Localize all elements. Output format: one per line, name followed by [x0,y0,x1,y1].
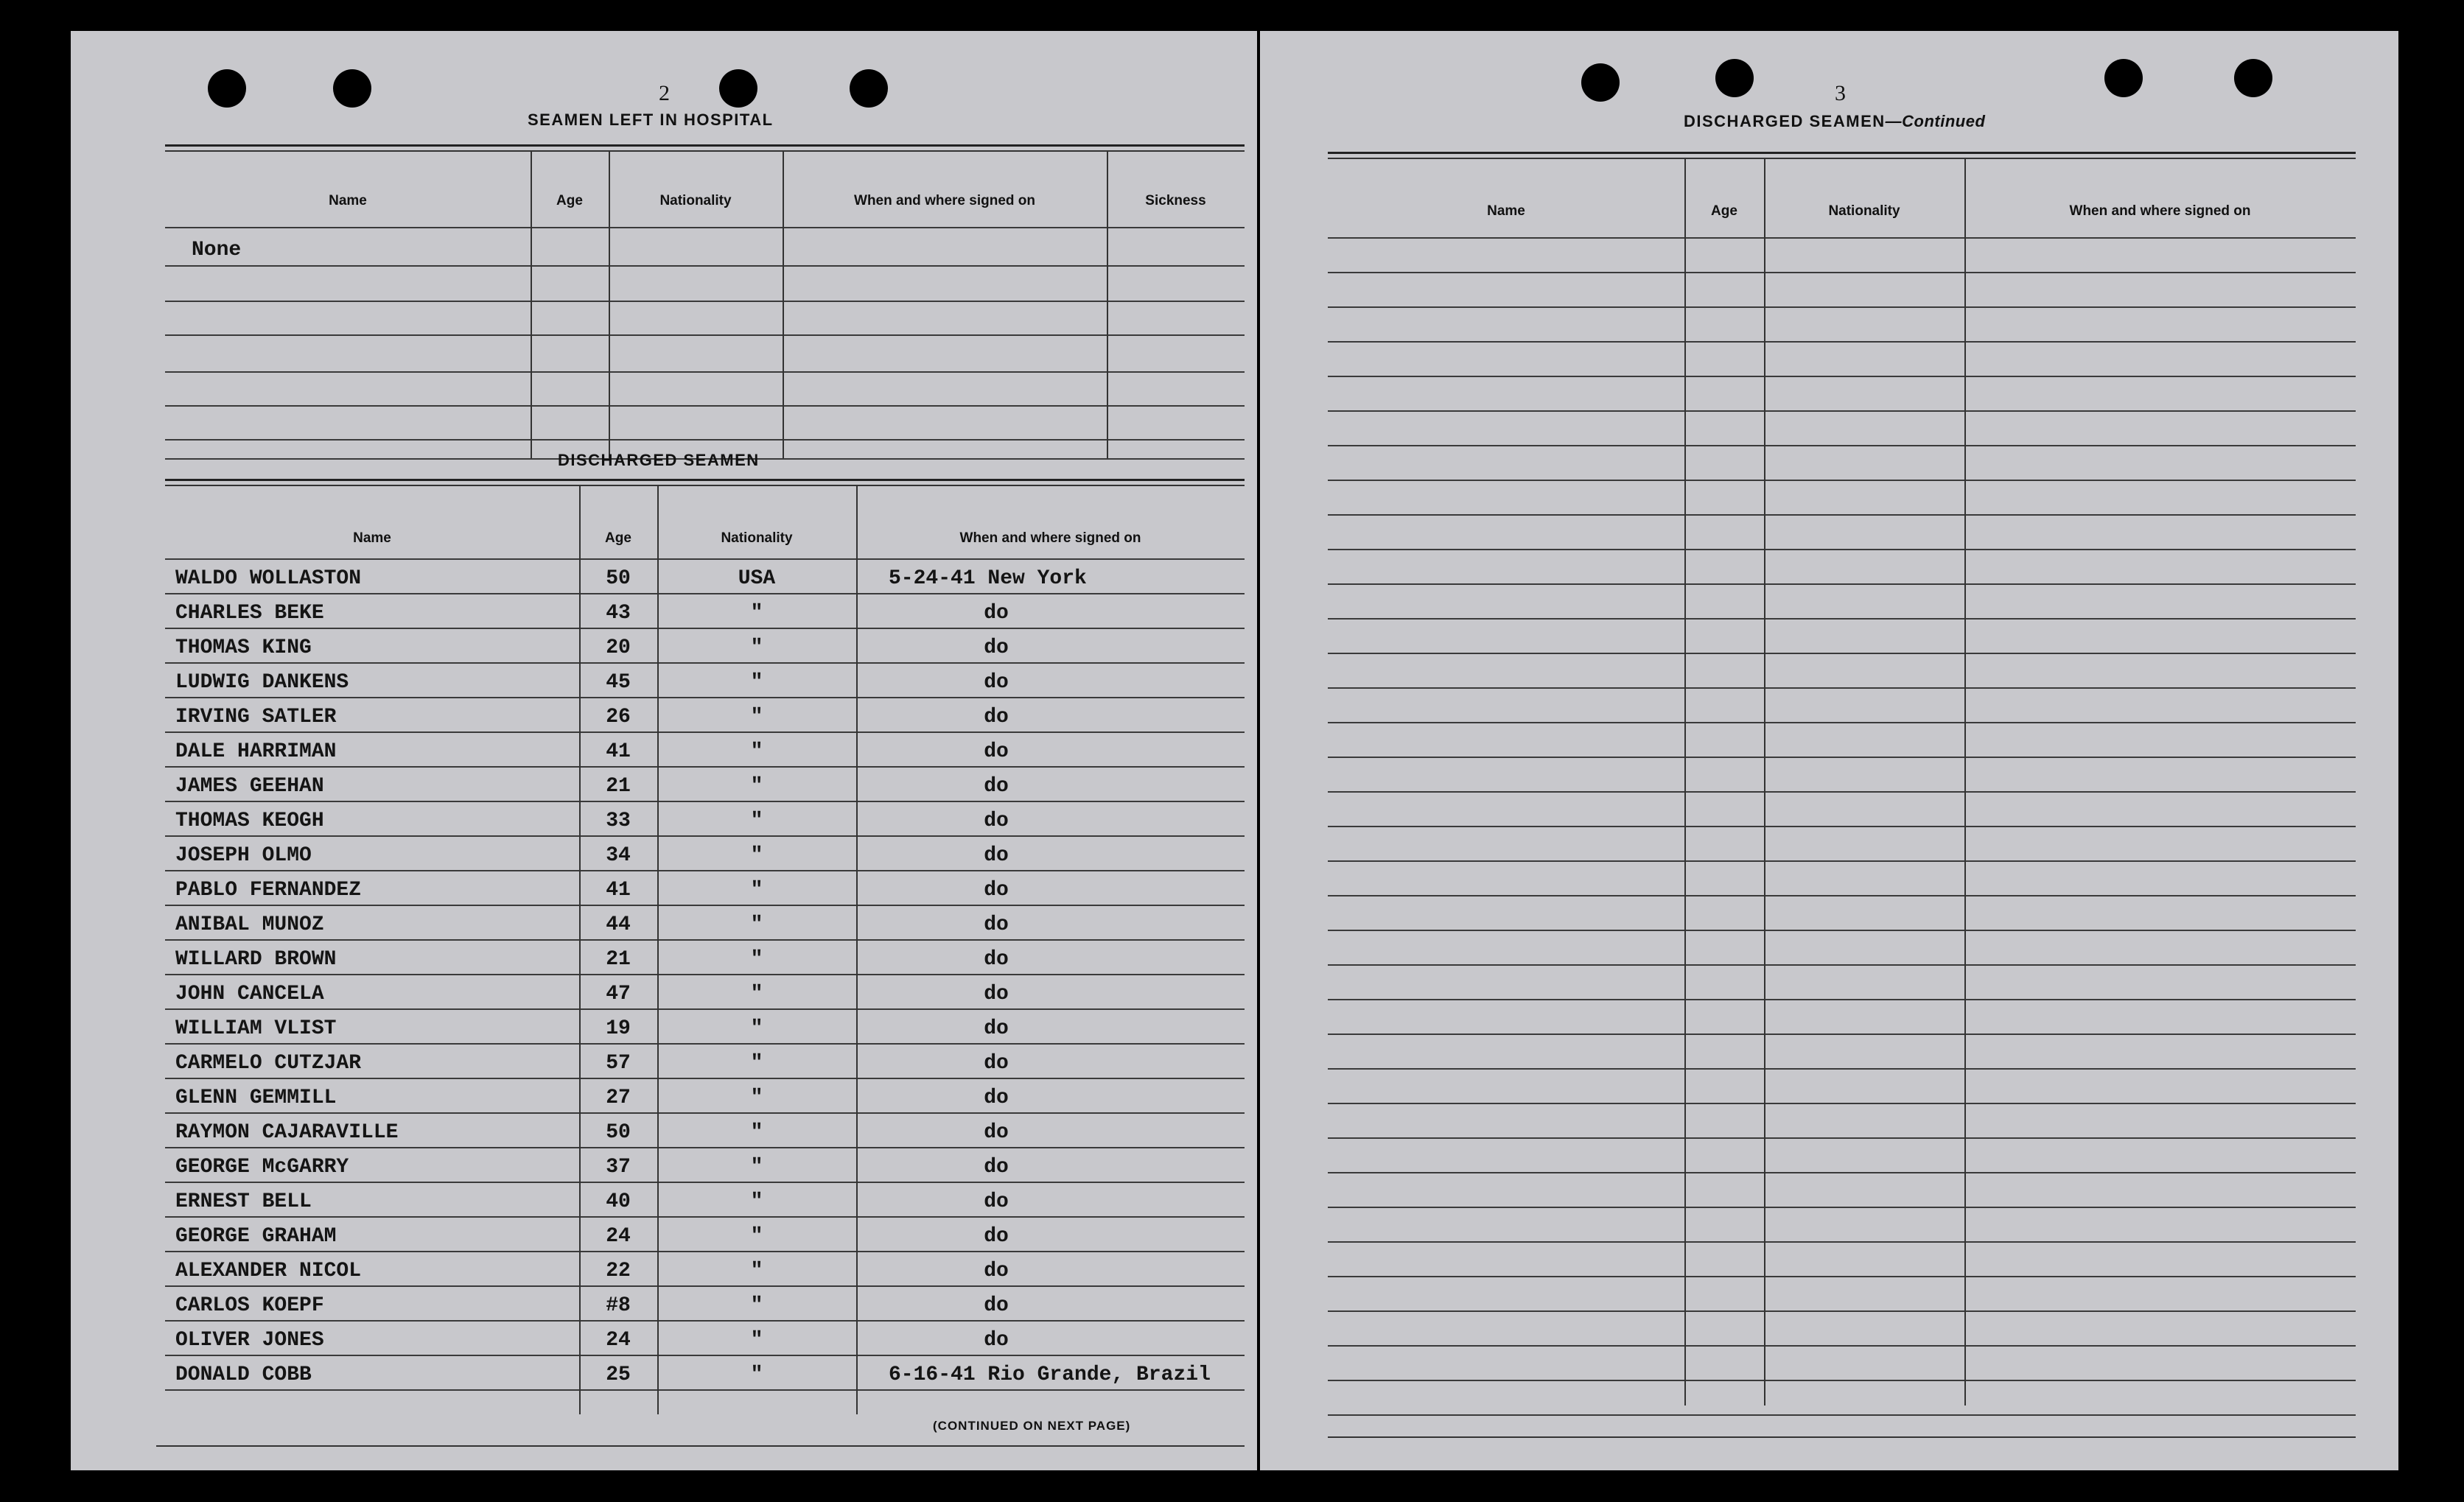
punch-hole [208,69,246,108]
seaman-name: PABLO FERNANDEZ [175,879,362,902]
seaman-nationality: " [750,948,763,971]
seaman-signed-on: do [984,1225,1009,1248]
seaman-age: 50 [606,1121,631,1144]
column-header-age: Age [1711,203,1737,219]
seaman-age: #8 [606,1294,631,1317]
seaman-nationality: " [750,810,763,832]
seaman-age: 50 [606,567,631,590]
seaman-name: DONALD COBB [175,1364,312,1386]
seaman-signed-on: do [984,602,1009,625]
seaman-nationality: " [750,844,763,867]
punch-hole [2234,59,2272,97]
seaman-name: RAYMON CAJARAVILLE [175,1121,399,1144]
seaman-name: OLIVER JONES [175,1329,324,1352]
column-header-signed-on: When and where signed on [854,193,1035,208]
seaman-signed-on: do [984,671,1009,694]
punch-hole [333,69,371,108]
seaman-name: CHARLES BEKE [175,602,324,625]
seaman-nationality: " [750,1052,763,1075]
seaman-signed-on: do [984,775,1009,798]
seaman-age: 44 [606,913,631,936]
seaman-nationality: USA [738,567,776,590]
seaman-name: DALE HARRIMAN [175,740,337,763]
seaman-age: 26 [606,706,631,729]
seaman-nationality: " [750,1190,763,1213]
seaman-nationality: " [750,983,763,1006]
discharged-section-title: DISCHARGED SEAMEN [558,451,760,469]
seaman-signed-on: do [984,810,1009,832]
seaman-signed-on: do [984,913,1009,936]
column-header-signed-on: When and where signed on [959,530,1141,546]
seaman-age: 45 [606,671,631,694]
seaman-nationality: " [750,1017,763,1040]
seaman-nationality: " [750,1121,763,1144]
continued-note: (CONTINUED ON NEXT PAGE) [933,1419,1131,1433]
seaman-name: IRVING SATLER [175,706,337,729]
seaman-nationality: " [750,740,763,763]
seaman-name: WALDO WOLLASTON [175,567,362,590]
seaman-age: 24 [606,1225,631,1248]
seaman-age: 40 [606,1190,631,1213]
seaman-age: 20 [606,636,631,659]
column-header-age: Age [605,530,631,546]
seaman-signed-on: do [984,879,1009,902]
seaman-name: WILLARD BROWN [175,948,337,971]
seaman-name: GLENN GEMMILL [175,1087,337,1109]
right-page [1260,31,2398,1470]
seaman-signed-on: do [984,1087,1009,1109]
seaman-name: JAMES GEEHAN [175,775,324,798]
seaman-nationality: " [750,1364,763,1386]
seaman-age: 27 [606,1087,631,1109]
page-number: 2 [659,81,670,105]
seaman-nationality: " [750,636,763,659]
seaman-name: ALEXANDER NICOL [175,1260,362,1282]
column-header-age: Age [556,193,583,208]
seaman-nationality: " [750,1294,763,1317]
seaman-signed-on: do [984,983,1009,1006]
seaman-signed-on: do [984,1190,1009,1213]
seaman-nationality: " [750,706,763,729]
seaman-name: JOHN CANCELA [175,983,324,1006]
column-header-nationality: Nationality [1828,203,1900,219]
punch-hole [719,69,757,108]
column-header-signed-on: When and where signed on [2069,203,2251,219]
seaman-nationality: " [750,879,763,902]
seaman-age: 37 [606,1156,631,1179]
seaman-name: GEORGE GRAHAM [175,1225,337,1248]
seaman-name: LUDWIG DANKENS [175,671,349,694]
hospital-section-title: SEAMEN LEFT IN HOSPITAL [528,110,774,129]
seaman-signed-on: do [984,706,1009,729]
seaman-signed-on: do [984,1052,1009,1075]
discharged-table [165,479,1245,1436]
seaman-signed-on: 5-24-41 New York [889,567,1087,590]
seaman-age: 19 [606,1017,631,1040]
seaman-name: CARLOS KOEPF [175,1294,324,1317]
column-header-name: Name [353,530,391,546]
page-number: 3 [1835,81,1846,105]
seaman-nationality: " [750,1156,763,1179]
column-header-sickness: Sickness [1145,193,1206,208]
seaman-nationality: " [750,913,763,936]
seaman-nationality: " [750,1225,763,1248]
seaman-name: ERNEST BELL [175,1190,312,1213]
seaman-name: THOMAS KING [175,636,312,659]
seaman-nationality: " [750,775,763,798]
seaman-signed-on: 6-16-41 Rio Grande, Brazil [889,1364,1211,1386]
seaman-age: 21 [606,948,631,971]
seaman-name: THOMAS KEOGH [175,810,324,832]
seaman-nationality: " [750,1260,763,1282]
seaman-age: 22 [606,1260,631,1282]
continued-section-title: DISCHARGED SEAMEN—Continued [1684,112,1986,130]
column-header-nationality: Nationality [659,193,732,208]
seaman-nationality: " [750,1329,763,1352]
seaman-age: 25 [606,1364,631,1386]
seaman-signed-on: do [984,1156,1009,1179]
column-header-name: Name [1487,203,1525,219]
seaman-age: 33 [606,810,631,832]
seaman-signed-on: do [984,1329,1009,1352]
seaman-signed-on: do [984,636,1009,659]
seaman-age: 24 [606,1329,631,1352]
hospital-table [165,144,1245,461]
column-header-name: Name [329,193,367,208]
seaman-signed-on: do [984,1260,1009,1282]
seaman-nationality: " [750,1087,763,1109]
seaman-age: 41 [606,879,631,902]
seaman-signed-on: do [984,1121,1009,1144]
punch-hole [1715,59,1754,97]
left-page [71,31,1257,1470]
continued-table [1328,152,2356,1442]
seaman-signed-on: do [984,1294,1009,1317]
punch-hole [1581,63,1620,102]
seaman-age: 57 [606,1052,631,1075]
seaman-age: 43 [606,602,631,625]
seaman-name: GEORGE McGARRY [175,1156,349,1179]
seaman-age: 41 [606,740,631,763]
punch-hole [850,69,888,108]
seaman-name: ANIBAL MUNOZ [175,913,324,936]
seaman-signed-on: do [984,948,1009,971]
hospital-entry: None [192,239,242,262]
seaman-nationality: " [750,671,763,694]
seaman-age: 34 [606,844,631,867]
seaman-signed-on: do [984,844,1009,867]
seaman-signed-on: do [984,1017,1009,1040]
seaman-age: 21 [606,775,631,798]
seaman-name: CARMELO CUTZJAR [175,1052,362,1075]
punch-hole [2104,59,2143,97]
column-header-nationality: Nationality [721,530,793,546]
seaman-nationality: " [750,602,763,625]
seaman-name: JOSEPH OLMO [175,844,312,867]
seaman-signed-on: do [984,740,1009,763]
seaman-name: WILLIAM VLIST [175,1017,337,1040]
seaman-age: 47 [606,983,631,1006]
